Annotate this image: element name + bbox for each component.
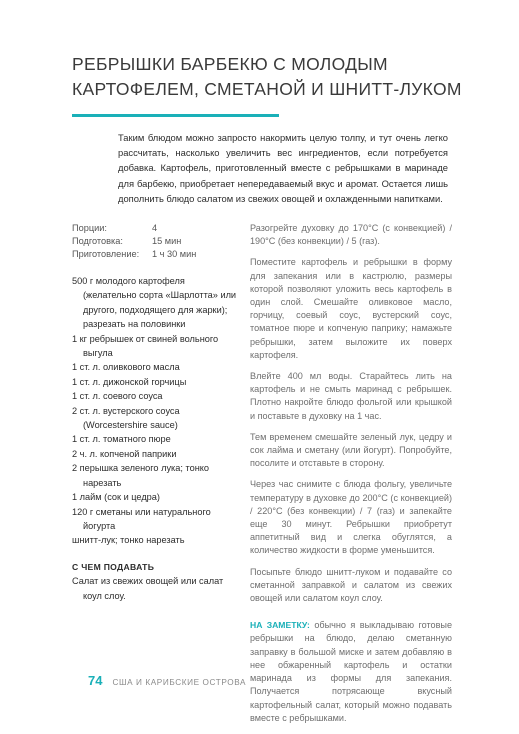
meta-row-cook (72, 248, 242, 261)
ingredient-item: 120 г сметаны или натурального йогурта (72, 506, 211, 531)
recipe-title: РЕБРЫШКИ БАРБЕКЮ С МОЛОДЫМ КАРТОФЕЛЕМ, СМЕТАНОЙ И ШНИТТ-ЛУКОМ (72, 54, 462, 99)
title-underline-rule (72, 114, 279, 117)
tip-note-label: НА ЗАМЕТКУ: (250, 620, 310, 631)
method-step: Поместите картофель и ребрышки в форму для запекания или в кастрюлю, размеры которой позволяют уложить весь картофель в один слой. Смешайте оливковое масло, горчицу, соевый соус, вустерский соус, томатное пюре и копченую паприку; намажьте ребрышки, затем выложите их поверх картофеля. (250, 257, 452, 360)
ingredient-item: 1 лайм (сок и цедра) (72, 492, 160, 503)
method-column (250, 222, 452, 734)
tip-note (250, 619, 452, 725)
meta-row-prep (72, 235, 242, 248)
ingredient-item: 1 кг ребрышек от свиней вольного выгула (72, 333, 219, 359)
meta-label: Порции: (72, 223, 107, 233)
ingredient-item: 2 ст. л. вустерского соуса (Worcestershire sauce) (72, 405, 180, 431)
ingredient-item: 500 г молодого картофеля (желательно сорта «Шарлотта» или другого, подходящего для жарки); разрезать на половинки (72, 276, 237, 330)
tip-note-text: обычно я выкладываю готовые ребрышки на блюдо, делаю сметанную заправку в большой миске и затем добавляю в нее обжаренный картофель и остатки маринада из формы для запекания. Получается потрясающе вкусный картофельный салат, который можно подавать вместе с ребрышками. (250, 620, 452, 723)
meta-label: Приготовление: (72, 249, 140, 260)
meta-label: Подготовка: (72, 236, 123, 247)
method-step: Тем временем смешайте зеленый лук, цедру и сок лайма и сметану (или йогурт). Попробуйте, посолите и отставьте в сторону. (250, 431, 452, 469)
ingredient-item: 1 ст. л. томатного пюре (72, 434, 171, 445)
recipe-intro: Таким блюдом можно запросто накормить целую толпу, и тут очень легко рассчитать, насколько увеличить вес ингредиентов, если потребуется добавка. Картофель, приготовленный вместе с ребрышками в маринаде для барбекю, приобретает непередаваемый вкус и аромат. Остается лишь дополнить блюдо салатом из свежих овощей и охлажденными напитками. (118, 132, 448, 204)
ingredient-item: 1 ст. л. оливкового масла (72, 362, 180, 373)
page-number: 74 (88, 673, 103, 688)
ingredient-item: 1 ст. л. соевого соуса (72, 391, 163, 402)
meta-value: 4 (152, 223, 158, 233)
serve-text: Салат из свежих овощей или салат коул слоу. (72, 576, 224, 601)
recipe-meta (72, 222, 242, 262)
method-step: Через час снимите с блюда фольгу, увеличьте температуру в духовке до 200°C (с конвекцией) / 220°C (без конвекции) / 7 (газ) и запекайте еще 30 минут. Ребрышки приобретут аппетитный вид и слегка обуглятся, а количество жидкости в форме уменьшится. (250, 479, 452, 556)
ingredients-list (72, 274, 240, 603)
method-step: Влейте 400 мл воды. Старайтесь лить на картофель и не смыть маринад с ребрышек. Плотно накройте блюдо фольгой или крышкой и поставьте в духовку на 1 час. (250, 371, 452, 421)
running-head: США И КАРИБСКИЕ ОСТРОВА (112, 678, 247, 687)
ingredient-item: 2 ч. л. копченой паприки (72, 448, 177, 459)
method-step: Посыпьте блюдо шнитт-луком и подавайте со сметанной заправкой и салатом из свежих овощей или салатом коул слоу. (250, 566, 452, 604)
meta-value: 15 мин (152, 236, 182, 247)
ingredient-item: шнитт-лук; тонко нарезать (72, 535, 185, 546)
page-footer (88, 673, 246, 688)
serve-heading: С ЧЕМ ПОДАВАТЬ (72, 561, 155, 572)
ingredient-item: 1 ст. л. дижонской горчицы (72, 376, 187, 387)
method-step: Разогрейте духовку до 170°C (с конвекцией) / 190°C (без конвекции) / 5 (газ). (250, 223, 452, 247)
meta-row-servings (72, 222, 242, 235)
ingredient-item: 2 перышка зеленого лука; тонко нарезать (72, 463, 210, 488)
meta-value: 1 ч 30 мин (152, 249, 197, 260)
